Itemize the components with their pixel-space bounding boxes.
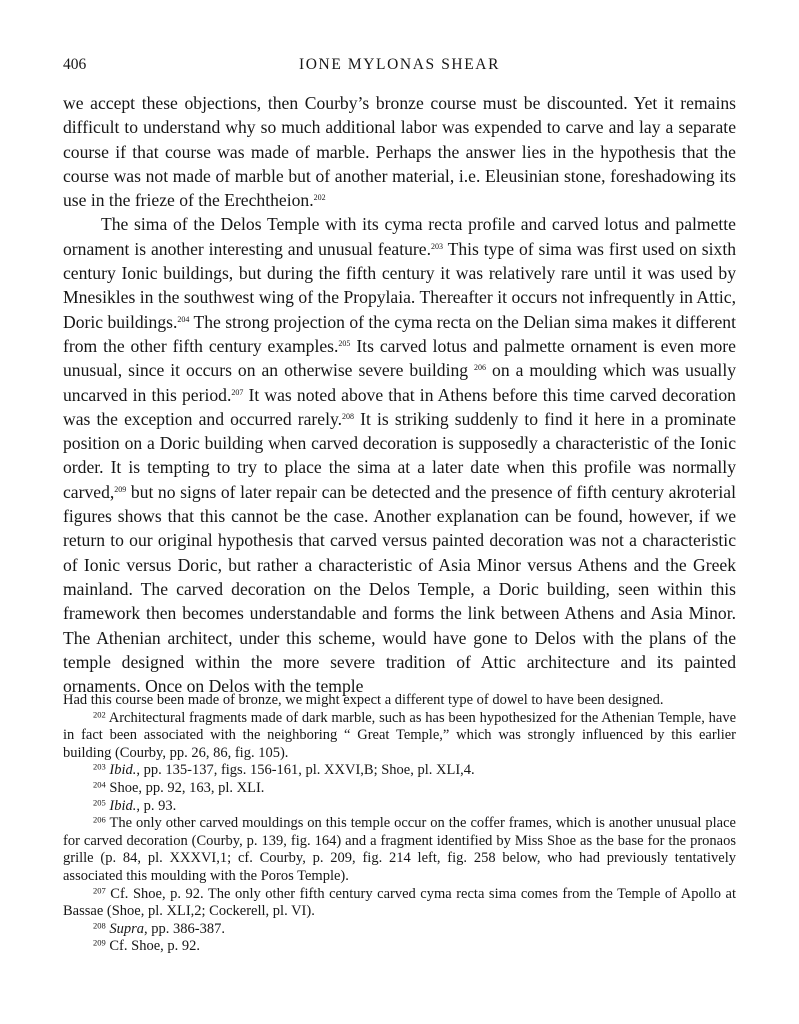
text-run: This type of sima was first used on sixth century Ionic buildings, but during the fifth century it was relatively rare until it was used by Mnesikles in the southwest wing of the Propylaia. Thereafter it occurs not infrequently in Attic, Doric buildings. (63, 238, 737, 332)
footnote-202 (63, 710, 736, 763)
italic-text: Supra (109, 920, 145, 937)
italic-text: Ibid. (109, 762, 137, 779)
footnote-reference: 207 (231, 387, 244, 397)
text-run: but no signs of later repair can be detected and the presence of fifth century akroterial figures shows that this cannot be the case. Another explanation can be found, however, if we return to our original hypothesis that carved versus painted decoration was not a characteristic of Ionic versus Doric, but rather a characteristic of Asia Minor versus Athens and the Greek mainland. The carved decoration on the Delos Temple, a Doric building, seen within this framework then becomes understandable and forms the link between Athens and Asia Minor. The Athenian architect, under this scheme, would have gone to Delos with the plans of the temple designed within the more severe tradition of Attic architecture and its painted ornaments. Once on Delos with the temple (63, 481, 736, 697)
text-run: The only other carved mouldings on this temple occur on the coffer frames, which is another unusual place for carved decoration (Courby, p. 139, fig. 164) and a fragment identified by Miss Shoe as the base for the pronaos grille (p. 84, pl. XXXVI,1; cf. Courby, p. 209, fig. 214 left, fig. 258 below, who had previously tentatively associated this moulding with the Poros Temple). (63, 815, 736, 884)
footnote-number: 208 (93, 920, 106, 931)
text-run: Architectural fragments made of dark marble, such as has been hypothesized for the Athenian Temple, have in fact been associated with the neighboring “ Great Temple,” which was strongly influenced by this earlier building (Courby, pp. 26, 86, fig. 105). (63, 709, 737, 761)
footnote-reference: 206 (474, 363, 487, 373)
body-paragraph (63, 91, 736, 212)
footnote-reference: 209 (114, 484, 127, 494)
footnote-number: 206 (93, 814, 106, 825)
text-run: The strong projection of the cyma recta on the Delian sima makes it different from the other fifth century examples. (63, 311, 736, 356)
text-run: , pp. 135-137, figs. 156-161, pl. XXVI,B; Shoe, pl. XLI,4. (136, 762, 475, 779)
footnote-205 (63, 798, 736, 816)
footnote-204 (63, 780, 736, 798)
footnote-207 (63, 886, 736, 921)
text-run: on a moulding which was usually uncarved in this period. (63, 360, 736, 405)
footnote-206 (63, 815, 736, 885)
text-run: , pp. 386-387. (144, 920, 225, 937)
text-run: Had this course been made of bronze, we might expect a different type of dowel to have been designed. (63, 692, 664, 708)
footnote-reference: 205 (338, 338, 351, 348)
text-run: It is striking suddenly to find it here in a prominate position on a Doric building when carved decoration is supposedly a characteristic of the Ionic order. It is tempting to try to place the sima at a later date when this profile was normally carved, (63, 408, 736, 502)
footnote-reference: 204 (177, 314, 190, 324)
text-run: Shoe, pp. 92, 163, pl. XLI. (109, 779, 265, 796)
footnote-208 (63, 921, 736, 939)
italic-text: Ibid. (109, 797, 137, 814)
text-run: we accept these objections, then Courby’s bronze course must be discounted. Yet it remains difficult to understand why so much additional labor was expended to carve and lay a separate course if that course was made of marble. Perhaps the answer lies in the hypothesis that the course was not made of marble but of another material, i.e. Eleusinian stone, foreshadowing its use in the frieze of the Erechtheion. (63, 93, 736, 211)
footnote-203 (63, 762, 736, 780)
running-title: IONE MYLONAS SHEAR (298, 56, 501, 73)
footnote-reference: 203 (430, 241, 443, 251)
page-number: 406 (63, 56, 87, 73)
footnote-number: 202 (93, 708, 106, 719)
footnote-reference: 202 (313, 193, 326, 203)
footnote-reference: 208 (342, 411, 355, 421)
text-run: Its carved lotus and palmette ornament is even more unusual, since it occurs on an otherwise severe building (63, 335, 736, 381)
footnote-number: 207 (93, 884, 106, 895)
footnote-number: 203 (93, 761, 106, 772)
footnote-number: 204 (93, 779, 106, 790)
footnote-209 (63, 938, 736, 956)
text-run: It was noted above that in Athens before this time carved decoration was the exception and occurred rarely. (63, 384, 736, 429)
page-header (63, 56, 736, 80)
text-run: , p. 93. (136, 797, 177, 814)
text-run: Cf. Shoe, p. 92. The only other fifth century carved cyma recta sima comes from the Temple of Apollo at Bassae (Shoe, pl. XLI,2; Cockerell, pl. VI). (63, 885, 737, 920)
text-run: The sima of the Delos Temple with its cyma recta profile and carved lotus and palmette ornament is another interesting and unusual feature. (63, 214, 736, 259)
footnote-continuation (63, 692, 736, 710)
footnote-number: 209 (93, 937, 106, 948)
text-run: Cf. Shoe, p. 92. (109, 938, 200, 955)
body-paragraph (63, 212, 736, 698)
footnotes (63, 692, 736, 956)
footnote-number: 205 (93, 796, 106, 807)
body-text (63, 91, 736, 698)
